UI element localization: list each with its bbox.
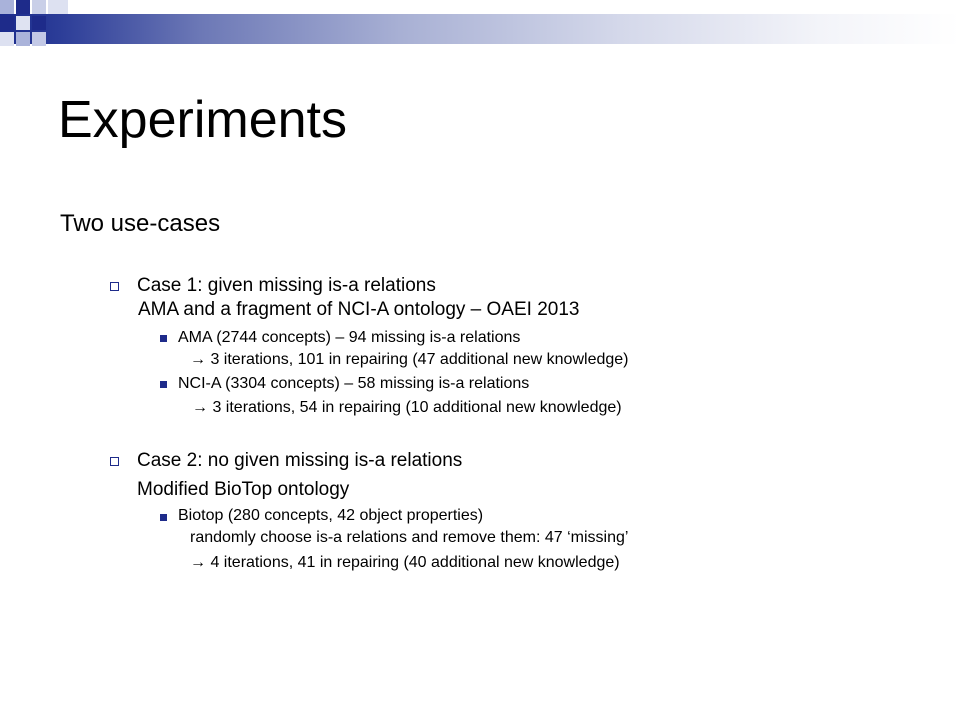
hollow-square-bullet-icon — [110, 282, 119, 291]
decorative-square — [16, 0, 30, 14]
arrow-right-icon: → — [190, 554, 206, 571]
case2-item-biotop-detail: randomly choose is-a relations and remove them: 47 ‘missing’ — [190, 529, 629, 546]
decorative-square — [0, 0, 14, 14]
case1-heading: Case 1: given missing is-a relations — [137, 275, 436, 296]
decorative-square — [32, 0, 46, 14]
slide-title: Experiments — [58, 91, 347, 149]
case1-item-ama: AMA (2744 concepts) – 94 missing is-a relations — [178, 329, 521, 346]
filled-square-bullet-icon — [160, 335, 167, 342]
case1-description: AMA and a fragment of NCI-A ontology – OAEI 2013 — [138, 299, 580, 320]
case1-item-ncia-result: → 3 iterations, 54 in repairing (10 additional new knowledge) — [192, 399, 622, 416]
case2-item-biotop: Biotop (280 concepts, 42 object properties) — [178, 507, 484, 524]
case2-item-biotop-result: → 4 iterations, 41 in repairing (40 additional new knowledge) — [190, 554, 620, 571]
decorative-square — [32, 32, 46, 46]
slide-subtitle: Two use-cases — [60, 210, 221, 237]
case2-description: Modified BioTop ontology — [137, 479, 350, 500]
filled-square-bullet-icon — [160, 514, 167, 521]
decorative-square — [16, 16, 30, 30]
header-gradient-band — [0, 14, 960, 44]
case1-item-ama-result: → 3 iterations, 101 in repairing (47 additional new knowledge) — [190, 351, 629, 368]
arrow-right-icon: → — [192, 399, 208, 416]
decorative-square — [32, 16, 46, 30]
decorative-square — [0, 32, 14, 46]
case1-item-ncia: NCI-A (3304 concepts) – 58 missing is-a relations — [178, 375, 530, 392]
decorative-square — [0, 16, 14, 30]
case2-heading: Case 2: no given missing is-a relations — [137, 450, 463, 471]
filled-square-bullet-icon — [160, 381, 167, 388]
decorative-square — [48, 0, 68, 14]
hollow-square-bullet-icon — [110, 457, 119, 466]
decorative-square — [16, 32, 30, 46]
arrow-right-icon: → — [190, 351, 206, 368]
